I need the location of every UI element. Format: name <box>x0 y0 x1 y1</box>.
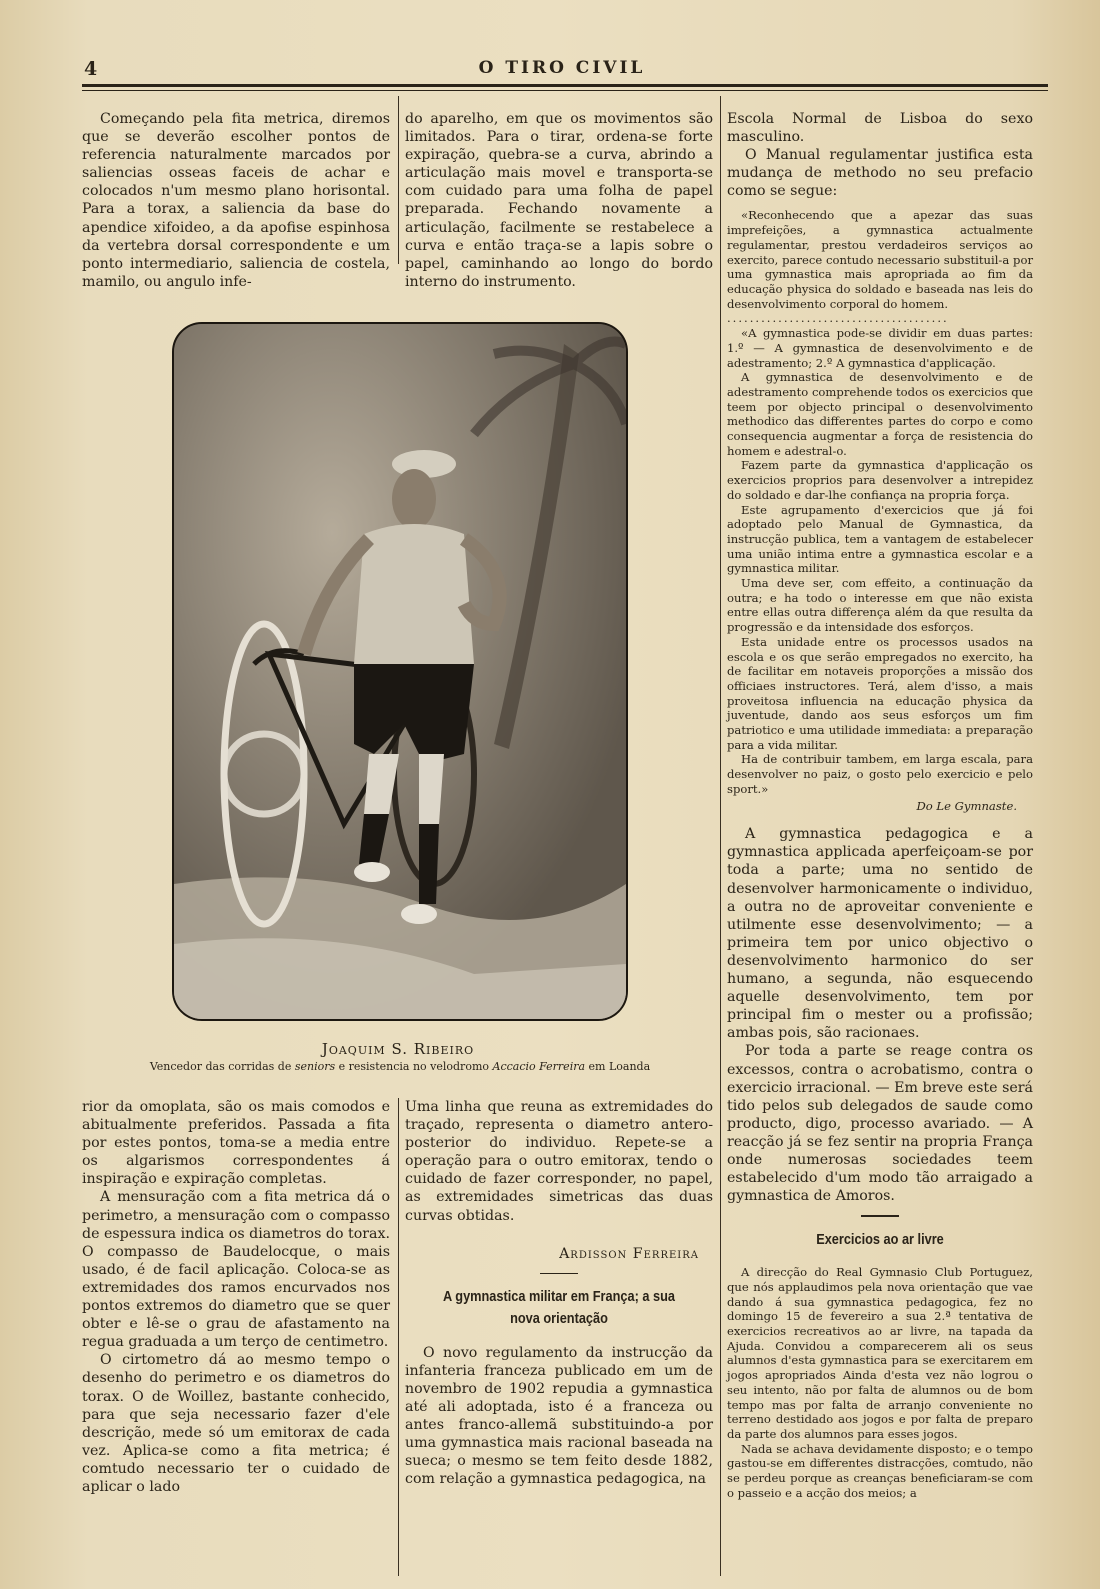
paragraph: O cirtometro dá ao mesmo tempo o desenho do perimetro e os diametros do torax. O de Woillez, bastante conhecido, para que seja necessario fazer d'ele descrição, mede só um emitorax de cada vez. Aplica-se como a fita metrica; é comtudo necessario ter o cuidado de aplicar o lado <box>82 1352 390 1495</box>
paragraph: rior da omoplata, são os mais comodos e abitualmente preferidos. Passada a fita por estes pontos, toma-se a media entre os algarismos correspondentes á inspiração e expiração completas. <box>82 1099 390 1188</box>
column-divider <box>398 1098 399 1576</box>
quote-paragraph: Uma deve ser, com effeito, a continuação da outra; e ha todo o interesse em que não exista entre ellas outra differença além da que resulta da progressão e da intensidade dos esforços. <box>727 576 1033 635</box>
header-rule <box>82 84 1048 87</box>
paragraph: A mensuração com a fita metrica dá o perimetro, a mensuração com o compasso de espessura indica os diametros do torax. O compasso de Baudelocque, o mais usado, é de facil aplicação. Coloca-se as extremidades dos ramos encurvados nos pontos extremos do diametro que se quer obter e lê-se o grau de afastamento na regua graduada a um terço de centimetro. <box>82 1189 391 1351</box>
column-2-bottom <box>405 1098 713 1489</box>
section-title-gymnastica-militar: A gymnastica militar em França; a sua nova orientação <box>443 1287 675 1327</box>
paragraph: Por toda a parte se reage contra os excessos, contra o acrobatismo, contra o exercicio irracional. — Em breve este será tido pelos sub delegados de saude como producto, digo, processo avariado. — A reacção já se fez sentir na propria França onde numerosas sociedades teem estabelecido d'um modo tão arraigado a gymnastica de Amoros. <box>727 1043 1033 1205</box>
section-separator <box>540 1273 578 1274</box>
quote-paragraph: Fazem parte da gymnastica d'applicação os exercicios proprios para desenvolver a intrepidez do soldado e dar-lhe confiança na propria força. <box>727 458 1033 502</box>
column-2-top <box>405 110 713 291</box>
photo-caption-subtitle: Vencedor das corridas de seniors e resistencia no velodromo Accacio Ferreira em Loanda <box>149 1060 651 1073</box>
cyclist-illustration <box>174 324 626 1019</box>
section-separator <box>861 1215 899 1217</box>
page-header <box>82 56 1042 82</box>
exercicios-text <box>727 1265 1033 1500</box>
article-author: Ardisson Ferreira <box>559 1245 699 1262</box>
section-title-exercicios: Exercicios ao ar livre <box>816 1231 944 1249</box>
paragraph: do aparelho, em que os movimentos são limitados. Para o tirar, ordena-se forte expiração, quebra-se a curva, abrindo a articulação mais movel e transporta-se com cuidado para uma folha de papel preparada. Fechando novamente a articulação, facilmente se restabelece a curva e então traça-se a lapis sobre o papel, caminhando ao longo do bordo interno do instrumento. <box>405 111 713 290</box>
paragraph: Nada se achava devidamente disposto; e o tempo gastou-se em differentes distracções, comtudo, não se perdeu porque as creanças beneficiaram-se com o passeio e a acção dos meios; a <box>727 1441 1033 1500</box>
quote-paragraph: Este agrupamento d'exercicios que já foi adoptado pelo Manual de Gymnastica, da instrucção publica, tem a vantagem de estabelecer uma união intima entre a gymnastica escolar e a gymnastica militar. <box>727 502 1033 576</box>
quote-paragraph: «A gymnastica pode-se dividir em duas partes: 1.º — A gymnastica de desenvolvimento e de adestramento; 2.º A gymnastica d'applicação. <box>727 326 1033 370</box>
column-divider <box>398 96 399 264</box>
header-rule-thin <box>82 90 1048 91</box>
paragraph: O novo regulamento da instrucção da infanteria franceza publicado em um de novembro de 1902 repudia a gymnastica até ali adoptada, isto é a franceza ou antes franco-allemã substituindo-a por uma gymnastica mais racional baseada na sueca; o mesmo se tem feito desde 1882, com relação a gymnastica pedagogica, na <box>405 1344 713 1488</box>
paragraph: Escola Normal de Lisboa do sexo masculino. <box>727 111 1033 146</box>
column-3 <box>727 110 1033 1501</box>
quote-paragraph: Ha de contribuir tambem, em larga escala, para desenvolver no paiz, o gosto pelo exercicio e pelo sport.» <box>727 752 1033 796</box>
ellipsis-line: ....................................... <box>727 311 949 326</box>
quote-paragraph: A gymnastica de desenvolvimento e de adestramento comprehende todos os exercicios que teem por objecto principal o desenvolvimento methodico das differentes partes do corpo e como consequencia augmentar a força de resistencia do homem e adestral-o. <box>727 370 1033 458</box>
quote-source: Do Le Gymnaste. <box>916 798 1017 813</box>
paragraph: Começando pela fita metrica, diremos que se deverão escolher pontos de referencia naturalmente marcados por saliencias osseas faceis de achar e colocados n'um mesmo plano horisontal. Para a torax, a saliencia da base do apendice xifoideo, a da apofise espinhosa da vertebra dorsal correspondente e um ponto intermediario, saliencia de costela, mamilo, ou angulo infe- <box>82 111 390 290</box>
cyclist-photograph <box>172 322 628 1021</box>
page-number: 4 <box>84 58 98 80</box>
newspaper-title: O TIRO CIVIL <box>478 58 646 78</box>
quote-paragraph: «Reconhecendo que a apezar das suas imprefeições, a gymnastica actualmente regulamentar, prestou verdadeiros serviços ao exercito, parece contudo necessario substituil-a por uma gymnastica mais apropriada ao fim da educação physica do soldado e baseada nas leis do desenvolvimento corporal do homem. <box>727 208 1033 311</box>
quoted-preface <box>727 208 1033 813</box>
paragraph: Uma linha que reuna as extremidades do traçado, representa o diametro antero-posterior do individuo. Repete-se a operação para o outro emitorax, tendo o cuidado de fazer corresponder, no papel, as extremidades simetricas das duas curvas obtidas. <box>405 1099 713 1224</box>
column-1-top <box>82 110 390 291</box>
paragraph: O Manual regulamentar justifica esta mudança de methodo no seu prefacio como se segue: <box>727 147 1033 200</box>
column-divider <box>720 96 721 1576</box>
paragraph: A gymnastica pedagogica e a gymnastica applicada aperfeiçoam-se por toda a parte; uma no sentido de desenvolver harmonicamente o individuo, a outra no de aproveitar conveniente e utilmente esse desenvolvimento; — a primeira tem por unico objectivo o desenvolvimento harmonico do ser humano, a segunda, não esquecendo aquelle desenvolvimento, tem por principal fim o mester ou a profissão; ambas pois, são racionaes. <box>727 826 1033 1042</box>
column-1-bottom <box>82 1098 390 1496</box>
photo-caption-name: Joaquim S. Ribeiro <box>321 1040 475 1058</box>
paragraph: A direcção do Real Gymnasio Club Portuguez, que nós applaudimos pela nova orientação que vae dando á sua gymnastica pedagogica, fez no domingo 15 de fevereiro a sua 2.ª tentativa de exercicios recreativos ao ar livre, na tapada da Ajuda. Convidou a comparecerem ali os seus alumnos d'esta gymnastica para se exercitarem em jogos apropriados Ainda d'esta vez não logrou o seu intento, não por falta de alumnos ou de bom tempo mas por falta de arranjo conveniente no terreno destidado aos jogos e por falta de preparo da parte dos alumnos para esses jogos. <box>727 1265 1033 1441</box>
quote-paragraph: Esta unidade entre os processos usados na escola e os que serão empregados no exercito, ha de facilitar em notaveis proporções a missão dos officiaes instructores. Terá, alem d'isso, a mais proveitosa influencia na educação physica da juventude, dando aos seus esforços um fim patriotico e uma utilidade immediata: a preparação para a vida militar. <box>727 634 1033 752</box>
